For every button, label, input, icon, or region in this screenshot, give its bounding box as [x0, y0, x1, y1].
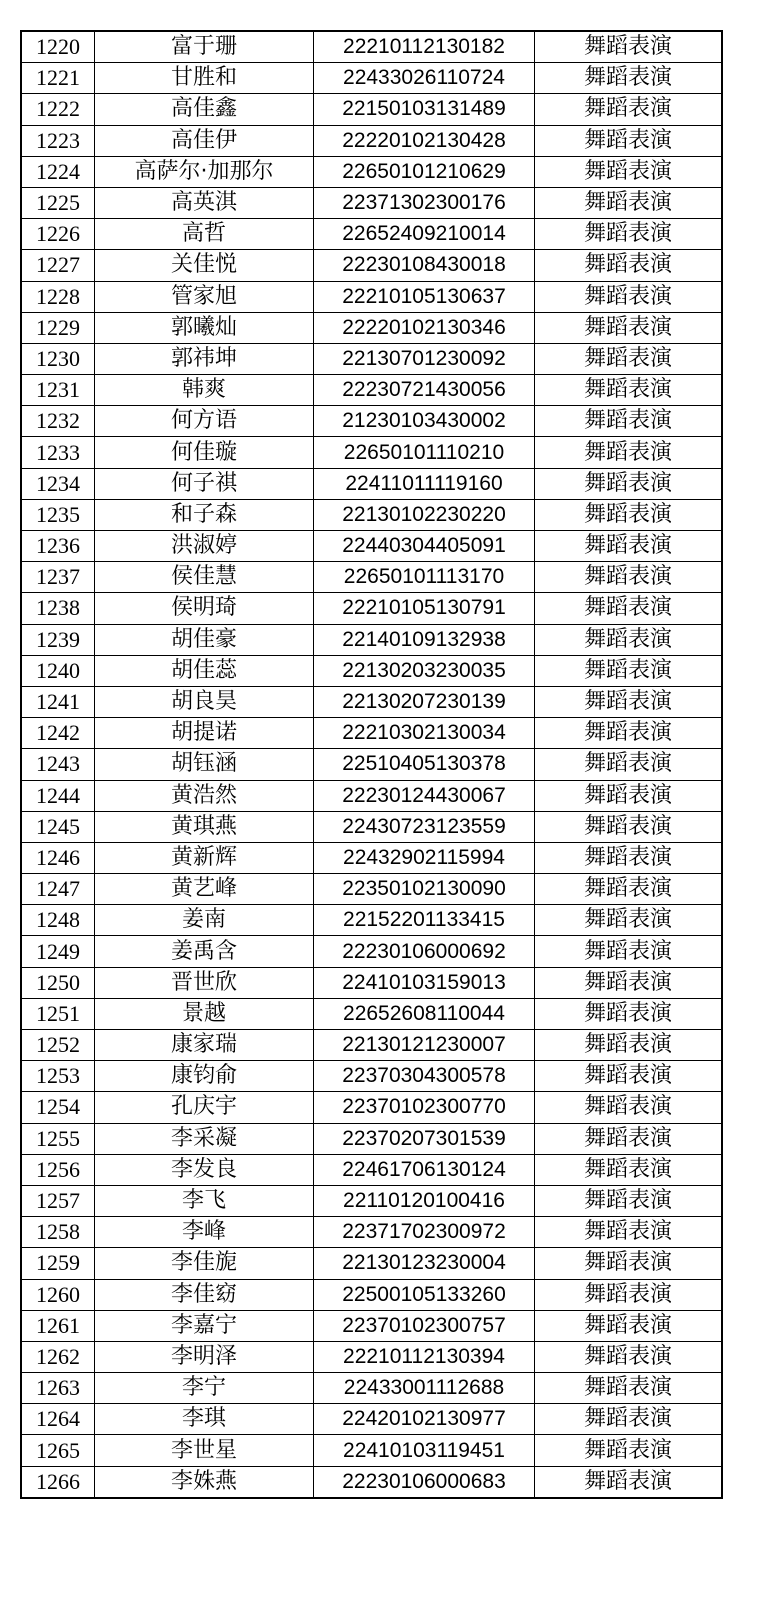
student-name-cell: 黄琪燕 — [95, 811, 314, 842]
student-name-cell: 甘胜和 — [95, 63, 314, 94]
table-row — [21, 874, 722, 905]
exam-id-cell: 22510405130378 — [314, 749, 535, 780]
student-name-cell: 侯明琦 — [95, 593, 314, 624]
exam-id-cell: 22370207301539 — [314, 1123, 535, 1154]
student-name-cell: 孔庆宇 — [95, 1092, 314, 1123]
exam-id-cell: 22650101110210 — [314, 437, 535, 468]
table-row — [21, 468, 722, 499]
row-number-cell: 1261 — [21, 1310, 95, 1341]
table-row — [21, 1404, 722, 1435]
major-name-cell: 舞蹈表演 — [535, 156, 723, 187]
table-row — [21, 624, 722, 655]
major-name-cell: 舞蹈表演 — [535, 905, 723, 936]
exam-id-cell: 22370102300757 — [314, 1310, 535, 1341]
student-name-cell: 李发良 — [95, 1154, 314, 1185]
major-name-cell: 舞蹈表演 — [535, 967, 723, 998]
exam-id-cell: 22210112130394 — [314, 1341, 535, 1372]
student-name-cell: 胡佳蕊 — [95, 655, 314, 686]
major-name-cell: 舞蹈表演 — [535, 250, 723, 281]
row-number-cell: 1260 — [21, 1279, 95, 1310]
exam-id-cell: 22410103119451 — [314, 1435, 535, 1466]
table-row — [21, 1248, 722, 1279]
student-name-cell: 李采凝 — [95, 1123, 314, 1154]
major-name-cell: 舞蹈表演 — [535, 63, 723, 94]
exam-id-cell: 22230106000692 — [314, 936, 535, 967]
row-number-cell: 1264 — [21, 1404, 95, 1435]
table-row — [21, 125, 722, 156]
exam-id-cell: 22210105130637 — [314, 281, 535, 312]
major-name-cell: 舞蹈表演 — [535, 1248, 723, 1279]
row-number-cell: 1259 — [21, 1248, 95, 1279]
table-row — [21, 1373, 722, 1404]
exam-id-cell: 22433026110724 — [314, 63, 535, 94]
table-row — [21, 936, 722, 967]
student-name-cell: 高佳鑫 — [95, 94, 314, 125]
table-row — [21, 1341, 722, 1372]
student-name-cell: 胡良昊 — [95, 686, 314, 717]
major-name-cell: 舞蹈表演 — [535, 343, 723, 374]
table-row — [21, 1279, 722, 1310]
table-row — [21, 1154, 722, 1185]
exam-id-cell: 22210112130182 — [314, 31, 535, 63]
row-number-cell: 1238 — [21, 593, 95, 624]
student-name-cell: 何方语 — [95, 406, 314, 437]
row-number-cell: 1242 — [21, 718, 95, 749]
row-number-cell: 1246 — [21, 842, 95, 873]
student-name-cell: 李嘉宁 — [95, 1310, 314, 1341]
row-number-cell: 1245 — [21, 811, 95, 842]
major-name-cell: 舞蹈表演 — [535, 187, 723, 218]
major-name-cell: 舞蹈表演 — [535, 1154, 723, 1185]
student-name-cell: 侯佳慧 — [95, 562, 314, 593]
major-name-cell: 舞蹈表演 — [535, 281, 723, 312]
exam-id-cell: 22652608110044 — [314, 998, 535, 1029]
row-number-cell: 1222 — [21, 94, 95, 125]
student-name-cell: 康钧俞 — [95, 1061, 314, 1092]
table-row — [21, 250, 722, 281]
exam-id-cell: 22350102130090 — [314, 874, 535, 905]
row-number-cell: 1226 — [21, 219, 95, 250]
row-number-cell: 1256 — [21, 1154, 95, 1185]
major-name-cell: 舞蹈表演 — [535, 1279, 723, 1310]
row-number-cell: 1253 — [21, 1061, 95, 1092]
major-name-cell: 舞蹈表演 — [535, 1123, 723, 1154]
table-row — [21, 406, 722, 437]
student-name-cell: 李峰 — [95, 1217, 314, 1248]
student-name-cell: 高哲 — [95, 219, 314, 250]
table-row — [21, 343, 722, 374]
major-name-cell: 舞蹈表演 — [535, 749, 723, 780]
student-name-cell: 李佳窈 — [95, 1279, 314, 1310]
row-number-cell: 1248 — [21, 905, 95, 936]
exam-id-cell: 22130203230035 — [314, 655, 535, 686]
row-number-cell: 1234 — [21, 468, 95, 499]
row-number-cell: 1252 — [21, 1030, 95, 1061]
exam-id-cell: 22432902115994 — [314, 842, 535, 873]
row-number-cell: 1227 — [21, 250, 95, 281]
student-name-cell: 姜禹含 — [95, 936, 314, 967]
exam-id-cell: 22220102130428 — [314, 125, 535, 156]
exam-id-cell: 22370102300770 — [314, 1092, 535, 1123]
row-number-cell: 1237 — [21, 562, 95, 593]
row-number-cell: 1223 — [21, 125, 95, 156]
major-name-cell: 舞蹈表演 — [535, 1435, 723, 1466]
exam-id-cell: 22371702300972 — [314, 1217, 535, 1248]
row-number-cell: 1243 — [21, 749, 95, 780]
table-row — [21, 655, 722, 686]
student-name-cell: 高佳伊 — [95, 125, 314, 156]
table-row — [21, 1030, 722, 1061]
student-name-cell: 何子祺 — [95, 468, 314, 499]
row-number-cell: 1232 — [21, 406, 95, 437]
exam-id-cell: 22110120100416 — [314, 1185, 535, 1216]
exam-id-cell: 22430723123559 — [314, 811, 535, 842]
student-name-cell: 姜南 — [95, 905, 314, 936]
exam-id-cell: 22130123230004 — [314, 1248, 535, 1279]
student-name-cell: 洪淑婷 — [95, 531, 314, 562]
student-name-cell: 景越 — [95, 998, 314, 1029]
table-row — [21, 1123, 722, 1154]
row-number-cell: 1241 — [21, 686, 95, 717]
exam-id-cell: 22440304405091 — [314, 531, 535, 562]
row-number-cell: 1225 — [21, 187, 95, 218]
major-name-cell: 舞蹈表演 — [535, 1466, 723, 1498]
table-row — [21, 1185, 722, 1216]
student-name-cell: 李宁 — [95, 1373, 314, 1404]
major-name-cell: 舞蹈表演 — [535, 1092, 723, 1123]
exam-id-cell: 22652409210014 — [314, 219, 535, 250]
exam-id-cell: 22433001112688 — [314, 1373, 535, 1404]
major-name-cell: 舞蹈表演 — [535, 531, 723, 562]
roster-page — [20, 30, 718, 1499]
major-name-cell: 舞蹈表演 — [535, 780, 723, 811]
major-name-cell: 舞蹈表演 — [535, 468, 723, 499]
table-row — [21, 1310, 722, 1341]
table-row — [21, 219, 722, 250]
student-name-cell: 韩爽 — [95, 375, 314, 406]
exam-id-cell: 22230106000683 — [314, 1466, 535, 1498]
student-name-cell: 黄新辉 — [95, 842, 314, 873]
exam-id-cell: 22650101210629 — [314, 156, 535, 187]
table-row — [21, 718, 722, 749]
student-name-cell: 李佳旎 — [95, 1248, 314, 1279]
table-row — [21, 562, 722, 593]
major-name-cell: 舞蹈表演 — [535, 842, 723, 873]
major-name-cell: 舞蹈表演 — [535, 1185, 723, 1216]
row-number-cell: 1262 — [21, 1341, 95, 1372]
row-number-cell: 1230 — [21, 343, 95, 374]
student-name-cell: 郭祎坤 — [95, 343, 314, 374]
student-name-cell: 高萨尔·加那尔 — [95, 156, 314, 187]
exam-id-cell: 22130701230092 — [314, 343, 535, 374]
major-name-cell: 舞蹈表演 — [535, 624, 723, 655]
row-number-cell: 1251 — [21, 998, 95, 1029]
exam-id-cell: 22370304300578 — [314, 1061, 535, 1092]
row-number-cell: 1233 — [21, 437, 95, 468]
student-name-cell: 李飞 — [95, 1185, 314, 1216]
row-number-cell: 1240 — [21, 655, 95, 686]
student-name-cell: 管家旭 — [95, 281, 314, 312]
exam-id-cell: 22130102230220 — [314, 499, 535, 530]
table-row — [21, 437, 722, 468]
table-row — [21, 94, 722, 125]
student-name-cell: 富于珊 — [95, 31, 314, 63]
student-name-cell: 郭曦灿 — [95, 312, 314, 343]
major-name-cell: 舞蹈表演 — [535, 655, 723, 686]
major-name-cell: 舞蹈表演 — [535, 219, 723, 250]
row-number-cell: 1244 — [21, 780, 95, 811]
row-number-cell: 1254 — [21, 1092, 95, 1123]
row-number-cell: 1255 — [21, 1123, 95, 1154]
major-name-cell: 舞蹈表演 — [535, 499, 723, 530]
table-row — [21, 811, 722, 842]
major-name-cell: 舞蹈表演 — [535, 562, 723, 593]
student-name-cell: 李世星 — [95, 1435, 314, 1466]
row-number-cell: 1236 — [21, 531, 95, 562]
major-name-cell: 舞蹈表演 — [535, 1404, 723, 1435]
major-name-cell: 舞蹈表演 — [535, 437, 723, 468]
table-row — [21, 312, 722, 343]
exam-id-cell: 22650101113170 — [314, 562, 535, 593]
exam-id-cell: 22410103159013 — [314, 967, 535, 998]
major-name-cell: 舞蹈表演 — [535, 874, 723, 905]
student-name-cell: 晋世欣 — [95, 967, 314, 998]
row-number-cell: 1249 — [21, 936, 95, 967]
row-number-cell: 1263 — [21, 1373, 95, 1404]
row-number-cell: 1258 — [21, 1217, 95, 1248]
major-name-cell: 舞蹈表演 — [535, 375, 723, 406]
exam-id-cell: 22371302300176 — [314, 187, 535, 218]
row-number-cell: 1239 — [21, 624, 95, 655]
student-name-cell: 黄浩然 — [95, 780, 314, 811]
table-row — [21, 187, 722, 218]
exam-id-cell: 22140109132938 — [314, 624, 535, 655]
table-row — [21, 593, 722, 624]
exam-id-cell: 22152201133415 — [314, 905, 535, 936]
table-row — [21, 967, 722, 998]
table-row — [21, 531, 722, 562]
student-name-cell: 李姝燕 — [95, 1466, 314, 1498]
table-row — [21, 998, 722, 1029]
exam-id-cell: 21230103430002 — [314, 406, 535, 437]
table-row — [21, 686, 722, 717]
major-name-cell: 舞蹈表演 — [535, 31, 723, 63]
exam-id-cell: 22130121230007 — [314, 1030, 535, 1061]
major-name-cell: 舞蹈表演 — [535, 1341, 723, 1372]
table-row — [21, 1217, 722, 1248]
exam-id-cell: 22130207230139 — [314, 686, 535, 717]
row-number-cell: 1247 — [21, 874, 95, 905]
exam-id-cell: 22230124430067 — [314, 780, 535, 811]
exam-id-cell: 22210105130791 — [314, 593, 535, 624]
student-name-cell: 高英淇 — [95, 187, 314, 218]
exam-id-cell: 22150103131489 — [314, 94, 535, 125]
major-name-cell: 舞蹈表演 — [535, 718, 723, 749]
roster-table-body — [21, 31, 722, 1498]
student-name-cell: 胡佳豪 — [95, 624, 314, 655]
major-name-cell: 舞蹈表演 — [535, 1061, 723, 1092]
table-row — [21, 1466, 722, 1498]
exam-id-cell: 22230108430018 — [314, 250, 535, 281]
major-name-cell: 舞蹈表演 — [535, 1030, 723, 1061]
major-name-cell: 舞蹈表演 — [535, 686, 723, 717]
major-name-cell: 舞蹈表演 — [535, 593, 723, 624]
student-name-cell: 胡提诺 — [95, 718, 314, 749]
student-name-cell: 关佳悦 — [95, 250, 314, 281]
student-name-cell: 和子森 — [95, 499, 314, 530]
major-name-cell: 舞蹈表演 — [535, 125, 723, 156]
exam-id-cell: 22411011119160 — [314, 468, 535, 499]
table-row — [21, 905, 722, 936]
table-row — [21, 281, 722, 312]
exam-id-cell: 22210302130034 — [314, 718, 535, 749]
row-number-cell: 1266 — [21, 1466, 95, 1498]
row-number-cell: 1231 — [21, 375, 95, 406]
major-name-cell: 舞蹈表演 — [535, 1217, 723, 1248]
table-row — [21, 63, 722, 94]
row-number-cell: 1224 — [21, 156, 95, 187]
student-name-cell: 何佳璇 — [95, 437, 314, 468]
student-name-cell: 胡钰涵 — [95, 749, 314, 780]
table-row — [21, 499, 722, 530]
student-name-cell: 李琪 — [95, 1404, 314, 1435]
exam-id-cell: 22420102130977 — [314, 1404, 535, 1435]
student-name-cell: 黄艺峰 — [95, 874, 314, 905]
row-number-cell: 1257 — [21, 1185, 95, 1216]
table-row — [21, 1435, 722, 1466]
roster-table — [20, 30, 723, 1499]
major-name-cell: 舞蹈表演 — [535, 936, 723, 967]
row-number-cell: 1220 — [21, 31, 95, 63]
row-number-cell: 1235 — [21, 499, 95, 530]
table-row — [21, 31, 722, 63]
row-number-cell: 1265 — [21, 1435, 95, 1466]
row-number-cell: 1228 — [21, 281, 95, 312]
exam-id-cell: 22220102130346 — [314, 312, 535, 343]
table-row — [21, 1061, 722, 1092]
row-number-cell: 1221 — [21, 63, 95, 94]
exam-id-cell: 22500105133260 — [314, 1279, 535, 1310]
row-number-cell: 1250 — [21, 967, 95, 998]
table-row — [21, 375, 722, 406]
major-name-cell: 舞蹈表演 — [535, 998, 723, 1029]
table-row — [21, 1092, 722, 1123]
table-row — [21, 749, 722, 780]
major-name-cell: 舞蹈表演 — [535, 312, 723, 343]
major-name-cell: 舞蹈表演 — [535, 94, 723, 125]
exam-id-cell: 22461706130124 — [314, 1154, 535, 1185]
student-name-cell: 李明泽 — [95, 1341, 314, 1372]
exam-id-cell: 22230721430056 — [314, 375, 535, 406]
table-row — [21, 156, 722, 187]
table-row — [21, 780, 722, 811]
major-name-cell: 舞蹈表演 — [535, 406, 723, 437]
major-name-cell: 舞蹈表演 — [535, 811, 723, 842]
major-name-cell: 舞蹈表演 — [535, 1310, 723, 1341]
row-number-cell: 1229 — [21, 312, 95, 343]
table-row — [21, 842, 722, 873]
major-name-cell: 舞蹈表演 — [535, 1373, 723, 1404]
student-name-cell: 康家瑞 — [95, 1030, 314, 1061]
